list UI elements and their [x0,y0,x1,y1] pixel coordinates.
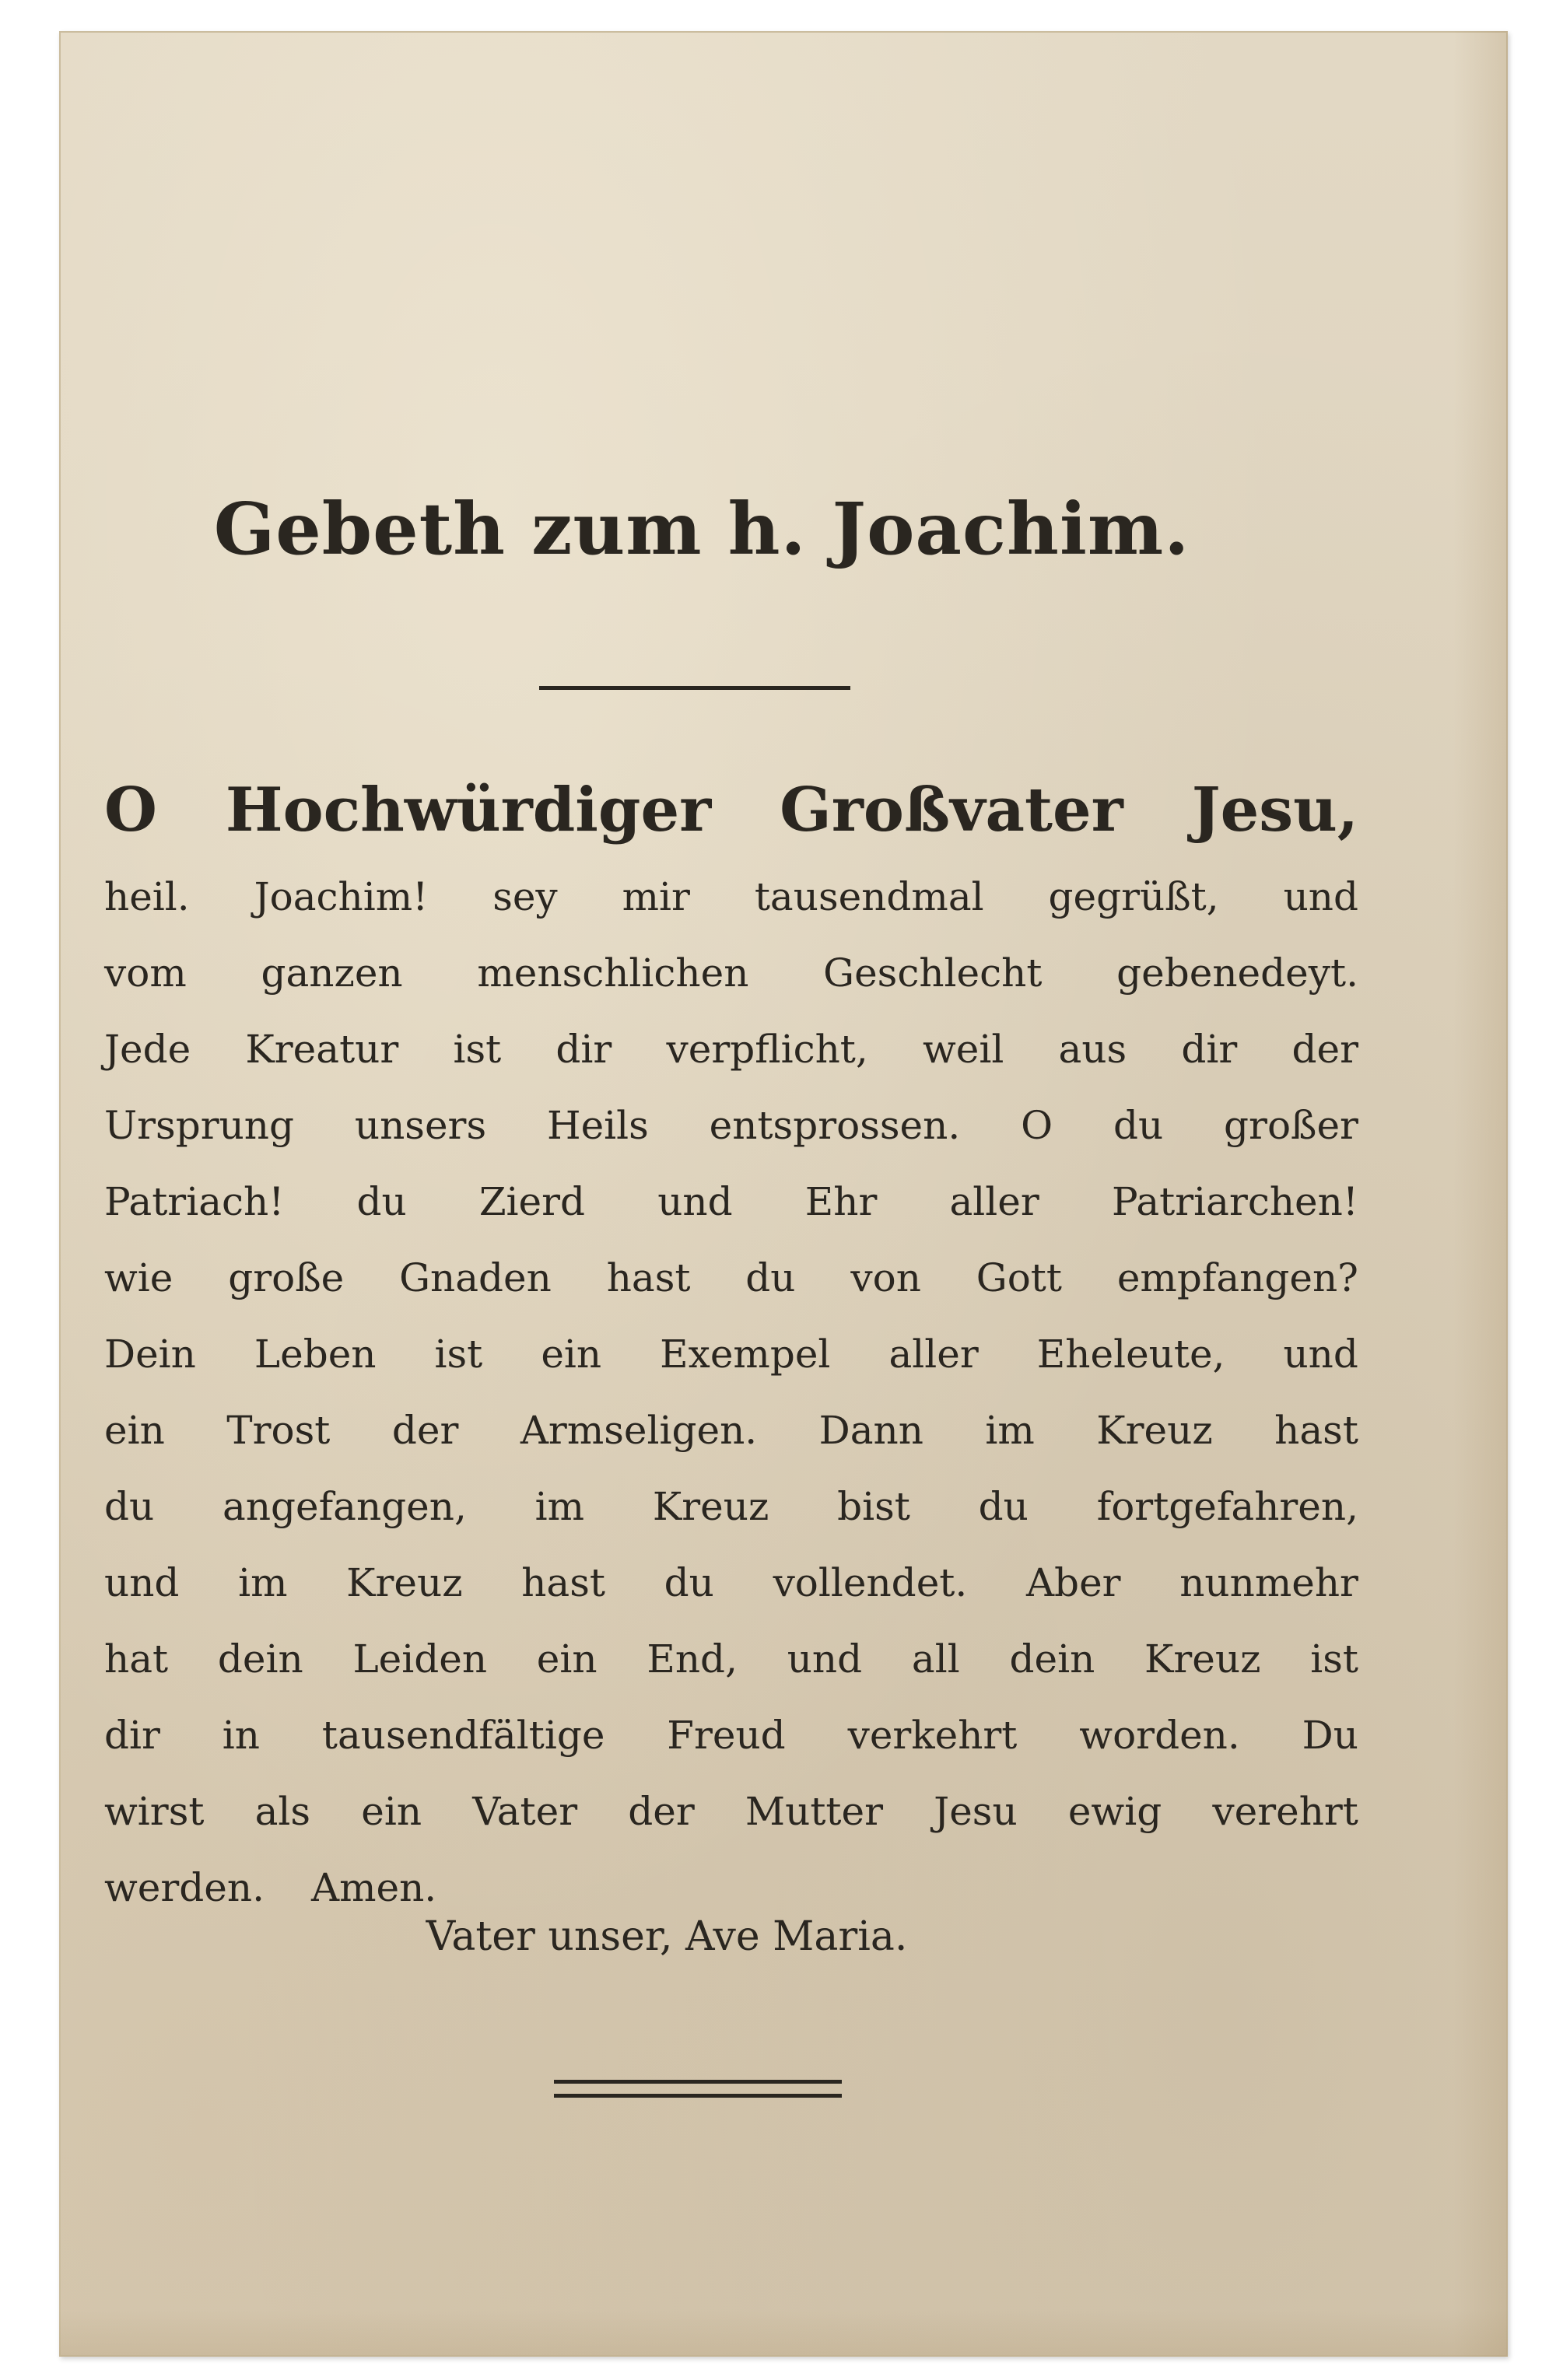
prayer-word: Eheleute, [1036,1332,1225,1377]
prayer-word: ein [361,1789,422,1834]
prayer-word: in [222,1713,260,1758]
prayer-word: Ursprung [104,1103,295,1148]
prayer-word: du [104,1484,155,1529]
prayer-line [104,1392,1358,1468]
prayer-word: ganzen [261,950,403,996]
prayer-line [104,1773,1358,1850]
prayer-word: Leben [254,1332,377,1377]
prayer-word: Vater [472,1789,578,1834]
closing-double-rule-bottom [554,2094,842,2098]
prayer-word: werden. [104,1865,265,1910]
prayer-word: Freud [667,1713,786,1758]
prayer-word: tausendmal [754,874,984,919]
prayer-word: wie [104,1255,173,1300]
prayer-word: Großvater [780,775,1123,845]
prayer-line [104,1011,1358,1087]
prayer-word: du [664,1560,714,1605]
prayer-word: wirst [104,1789,205,1834]
prayer-word: der [1291,1027,1358,1072]
prayer-word: verehrt [1212,1789,1358,1834]
prayer-word: O [104,775,157,845]
prayer-word: und [1283,874,1358,919]
prayer-title: Gebeth zum h. Joachim. [213,487,1190,571]
prayer-line [104,935,1358,1011]
prayer-line [104,859,1358,935]
prayer-word: Kreuz [346,1560,463,1605]
prayer-word: gebenedeyt. [1116,950,1358,996]
prayer-word: aller [888,1332,979,1377]
prayer-word: Geschlecht [823,950,1043,996]
prayer-word: all [911,1636,960,1682]
prayer-line [104,1468,1358,1545]
prayer-word: nunmehr [1179,1560,1358,1605]
prayer-word: vom [104,950,187,996]
prayer-word: hat [104,1636,169,1682]
prayer-line [104,762,1358,859]
prayer-word: O [1021,1103,1053,1148]
prayer-word: End, [647,1636,738,1682]
prayer-word: große [228,1255,345,1300]
prayer-word: vollendet. [773,1560,968,1605]
prayer-word: Exempel [660,1332,831,1377]
prayer-word: dir [555,1027,612,1072]
prayer-word: Heils [546,1103,649,1148]
prayer-word: der [628,1789,695,1834]
prayer-word: heil. [104,874,190,919]
prayer-word: im [238,1560,288,1605]
prayer-word: aus [1058,1027,1127,1072]
prayer-word: Joachim! [254,874,429,919]
prayer-word: ewig [1067,1789,1162,1834]
prayer-word: Kreuz [1144,1636,1261,1682]
prayer-word: dein [217,1636,303,1682]
paper-edge-stain-bottom [59,2310,1508,2357]
prayer-word: Amen. [310,1865,437,1910]
prayer-word: Gnaden [399,1255,552,1300]
paper-sheet [59,31,1508,2357]
prayer-word: ist [434,1332,483,1377]
prayer-word: tausendfältige [321,1713,605,1758]
prayer-word: du [745,1255,796,1300]
prayer-line [104,1087,1358,1164]
prayer-line [104,1621,1358,1697]
prayer-word: verpflicht, [666,1027,868,1072]
prayer-word: dein [1009,1636,1095,1682]
prayer-word: großer [1224,1103,1358,1148]
prayer-word: Patriarchen! [1111,1179,1358,1224]
prayer-word: hast [606,1255,691,1300]
prayer-word: sey [492,874,558,919]
prayer-word: im [985,1408,1035,1453]
prayer-line [104,1240,1358,1316]
prayer-line [104,1316,1358,1392]
prayer-word: Gott [976,1255,1062,1300]
prayer-word: Zierd [478,1179,586,1224]
prayer-word: Hochwürdiger [225,775,712,845]
prayer-word: ist [1310,1636,1358,1682]
prayer-word: menschlichen [477,950,749,996]
prayer-word: du [978,1484,1029,1529]
prayer-word: von [850,1255,921,1300]
prayer-word: dir [1181,1027,1238,1072]
prayer-word: Aber [1025,1560,1121,1605]
prayer-word: und [657,1179,733,1224]
prayer-word: mir [622,874,690,919]
prayer-body [104,762,1358,1926]
prayer-word: dir [104,1713,160,1758]
closing-double-rule-top [554,2080,842,2084]
prayer-word: und [104,1560,180,1605]
prayer-word: Dann [818,1408,923,1453]
prayer-word: Patriach! [104,1179,285,1224]
prayer-word: Ehr [804,1179,878,1224]
prayer-word: hast [1274,1408,1358,1453]
prayer-word: Trost [226,1408,331,1453]
prayer-word: und [787,1636,863,1682]
prayer-word: hast [521,1560,605,1605]
prayer-closing: Vater unser, Ave Maria. [426,1913,908,1960]
prayer-word: im [534,1484,585,1529]
prayer-line [104,1545,1358,1621]
prayer-word: ein [536,1636,598,1682]
prayer-word: aller [949,1179,1039,1224]
prayer-word: du [1113,1103,1164,1148]
prayer-word: du [356,1179,407,1224]
prayer-word: fortgefahren, [1096,1484,1358,1529]
prayer-word: Kreuz [652,1484,769,1529]
prayer-word: empfangen? [1116,1255,1358,1300]
prayer-word: Jesu [934,1789,1018,1834]
prayer-word: bist [837,1484,910,1529]
prayer-line [104,1164,1358,1240]
prayer-word: Leiden [352,1636,488,1682]
prayer-word: ist [453,1027,502,1072]
prayer-word: angefangen, [223,1484,467,1529]
prayer-word: Jede [104,1027,191,1072]
prayer-word: worden. [1079,1713,1240,1758]
prayer-word: Jesu, [1191,775,1358,845]
prayer-word: Kreatur [245,1027,399,1072]
prayer-word: gegrüßt, [1048,874,1219,919]
prayer-word: Mutter [745,1789,883,1834]
prayer-word: Armseligen. [520,1408,758,1453]
prayer-word: Kreuz [1096,1408,1213,1453]
prayer-word: entsprossen. [709,1103,961,1148]
prayer-line [104,1697,1358,1773]
prayer-word: Du [1302,1713,1358,1758]
prayer-word: unsers [354,1103,487,1148]
prayer-word: ein [541,1332,602,1377]
title-divider-rule [539,686,850,690]
prayer-word: weil [922,1027,1004,1072]
prayer-word: Dein [104,1332,196,1377]
paper-edge-stain-right [1453,31,1508,2357]
prayer-word: als [254,1789,311,1834]
prayer-word: verkehrt [847,1713,1018,1758]
prayer-word: der [391,1408,459,1453]
prayer-word: und [1283,1332,1358,1377]
prayer-word: ein [104,1408,165,1453]
